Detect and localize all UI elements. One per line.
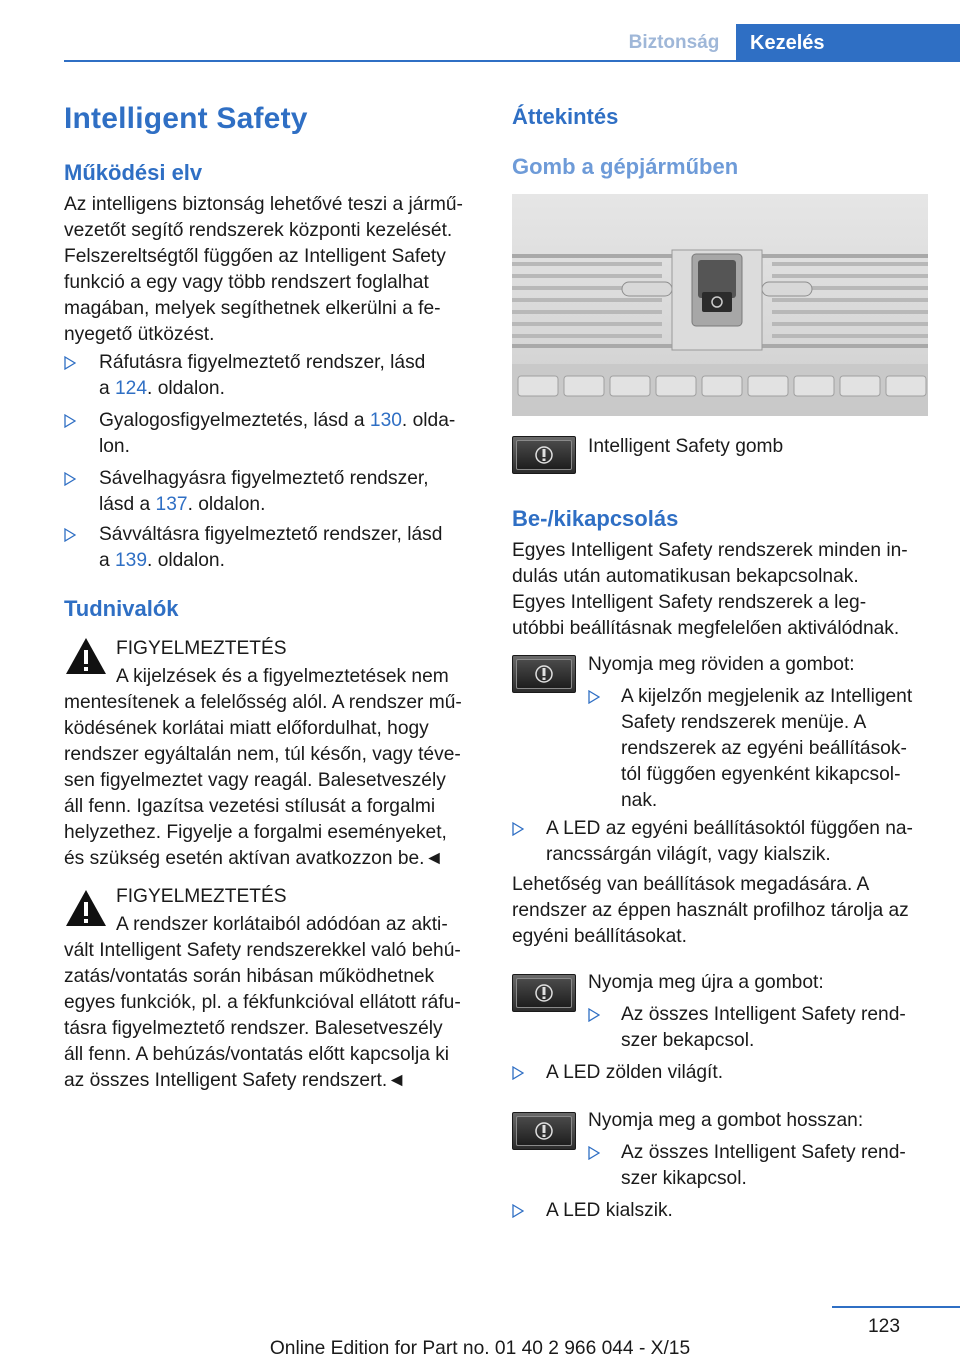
bullet-text: szer bekapcsol. — [621, 1030, 755, 1051]
text-line: áll fenn. A behúzás/vontatás előtt kapcsolja ki — [64, 1044, 450, 1065]
step-instruction: Nyomja meg röviden a gombot: — [588, 654, 855, 675]
list-item — [512, 1198, 928, 1224]
intelligent-safety-button-icon — [512, 655, 576, 693]
triangle-bullet-icon — [64, 528, 76, 542]
triangle-bullet-icon — [512, 1204, 524, 1218]
bullet-text: Gyalogosfigyelmeztetés, lásd a — [99, 410, 370, 431]
intro-paragraph — [512, 538, 928, 642]
bullet-text: A LED zölden világít. — [546, 1062, 724, 1083]
triangle-bullet-icon — [512, 822, 524, 836]
warning-paragraph — [64, 690, 476, 872]
page-link[interactable]: 124 — [115, 378, 148, 399]
text-line: helyzethez. Figyelje a forgalmi eseményeket, — [64, 822, 447, 843]
text-line: vezetőt segítő rendszerek központi kezelését. — [64, 220, 453, 241]
button-caption: Intelligent Safety gomb — [588, 436, 784, 457]
warning-icon — [64, 888, 108, 928]
dashboard-button-illustration — [512, 194, 928, 416]
text-line: rendszer egyáltalán nem, túl későn, vagy téve- — [64, 744, 461, 765]
intro-paragraph — [64, 192, 476, 348]
bullet-text: Ráfutásra figyelmeztető rendszer, lásd — [99, 352, 426, 373]
text-line: Egyes Intelligent Safety rendszerek a leg- — [512, 592, 867, 613]
bullet-text: nak. — [621, 790, 658, 811]
list-item — [64, 408, 476, 460]
bullet-text: Az összes Intelligent Safety rend- — [621, 1142, 906, 1163]
page-title: Intelligent Safety — [64, 102, 308, 135]
text-line: Egyes Intelligent Safety rendszerek minden in- — [512, 540, 908, 561]
triangle-bullet-icon — [588, 1146, 600, 1160]
text-line: Lehetőség van beállítások megadására. A — [512, 874, 870, 895]
header-rule — [64, 60, 960, 62]
bullet-text: a — [99, 378, 116, 399]
text-line: nyegető ütközést. — [64, 324, 215, 345]
text-line: egyes funkciók, pl. a fékfunkcióval ellátott ráfu- — [64, 992, 461, 1013]
page-number: 123 — [867, 1316, 900, 1337]
list-item — [64, 466, 476, 518]
step-instruction: Nyomja meg a gombot hosszan: — [588, 1110, 864, 1131]
bullet-text: . oldalon. — [147, 378, 225, 399]
step-instruction: Nyomja meg újra a gombot: — [588, 972, 824, 993]
list-item — [512, 816, 928, 868]
triangle-bullet-icon — [512, 1066, 524, 1080]
triangle-bullet-icon — [64, 356, 76, 370]
bullet-text: a — [99, 550, 116, 571]
bullet-text: lon. — [99, 436, 130, 457]
bullet-text: Sávelhagyásra figyelmeztető rendszer, — [99, 468, 429, 489]
bullet-text: . oldalon. — [187, 494, 266, 515]
triangle-bullet-icon — [588, 690, 600, 704]
list-item — [64, 522, 476, 574]
text-line: sen figyelmeztet vagy reagál. Balesetveszély — [64, 770, 446, 791]
triangle-bullet-icon — [64, 414, 76, 428]
page-link[interactable]: 130 — [369, 410, 402, 431]
text-line: zatás/vontatás során hibásan működhetnek — [64, 966, 435, 987]
text-line: Az intelligens biztonság lehetővé teszi a jármű- — [64, 194, 463, 215]
intelligent-safety-button-icon — [512, 436, 576, 474]
text-line: rendszer az éppen használt profilhoz tárolja az — [512, 900, 909, 921]
bullet-text: A LED az egyéni beállításoktól függően na- — [546, 818, 913, 839]
text-line: és szükség esetén aktívan avatkozzon be.◄ — [64, 848, 444, 869]
list-item — [512, 1060, 928, 1086]
page-link[interactable]: 137 — [155, 494, 188, 515]
bullet-text: tól függően egyenként kikapcsol- — [621, 764, 901, 785]
text-line: az összes Intelligent Safety rendszert.◄ — [64, 1070, 407, 1091]
section-heading-be-kikapcsolas: Be-/kikapcsolás — [512, 506, 679, 531]
section-heading-tudnivalok: Tudnivalók — [64, 596, 179, 621]
page-link[interactable]: 139 — [115, 550, 148, 571]
bullet-text: Sávváltásra figyelmeztető rendszer, lásd — [99, 524, 443, 545]
text-line: egyéni beállításokat. — [512, 926, 687, 947]
bullet-text: lásd a — [99, 494, 156, 515]
text-line: áll fenn. Igazítsa vezetési stílusát a forgalmi — [64, 796, 436, 817]
bullet-text: . oldalon. — [147, 550, 225, 571]
triangle-bullet-icon — [64, 472, 76, 486]
bullet-text: rendszerek az egyéni beállítások- — [621, 738, 907, 759]
list-item — [588, 1002, 928, 1054]
text-line: A rendszer korlátaiból adódóan az akti- — [116, 914, 448, 935]
bullet-text: Az összes Intelligent Safety rend- — [621, 1004, 906, 1025]
triangle-bullet-icon — [588, 1008, 600, 1022]
text-line: Felszereltségtől függően az Intelligent Safety — [64, 246, 446, 267]
subheading-gomb: Gomb a gépjárműben — [512, 154, 739, 179]
bullet-text: szer kikapcsol. — [621, 1168, 747, 1189]
list-item — [588, 684, 928, 814]
text-line: funkció a egy vagy több rendszert foglalhat — [64, 272, 429, 293]
bullet-text: Safety rendszerek menüje. A — [621, 712, 867, 733]
bullet-text: . olda- — [401, 410, 456, 431]
warning-label: FIGYELMEZTETÉS — [116, 638, 287, 659]
text-line: vált Intelligent Safety rendszerekkel való behú- — [64, 940, 461, 961]
tab-biztonsag[interactable]: Biztonság — [628, 32, 720, 53]
footer-edition: Online Edition for Part no. 01 40 2 966 044 - X/15 — [269, 1338, 691, 1359]
warning-paragraph — [64, 938, 476, 1094]
footer-rule — [832, 1306, 960, 1308]
intelligent-safety-button-icon — [512, 974, 576, 1012]
text-line: A kijelzések és a figyelmeztetések nem — [116, 666, 449, 687]
text-line: mentesítenek a felelősség alól. A rendszer mű- — [64, 692, 462, 713]
text-line: tásra figyelmeztető rendszer. Balesetveszély — [64, 1018, 443, 1039]
text-line: dulás után automatikusan bekapcsolnak. — [512, 566, 859, 587]
text-line: ködésének korlátai miatt előfordulhat, hogy — [64, 718, 429, 739]
intelligent-safety-button-icon — [512, 1112, 576, 1150]
settings-paragraph — [512, 872, 928, 950]
dashboard-photo — [512, 194, 928, 416]
list-item — [588, 1140, 928, 1192]
warning-label: FIGYELMEZTETÉS — [116, 886, 287, 907]
section-heading-mukodesi-elv: Működési elv — [64, 160, 203, 185]
text-line: magában, melyek segíthetnek elkerülni a fe- — [64, 298, 441, 319]
warning-icon — [64, 636, 108, 676]
bullet-text: rancssárgán világít, vagy kialszik. — [546, 844, 831, 865]
bullet-text: A LED kialszik. — [546, 1200, 673, 1221]
section-heading-attekintes: Áttekintés — [512, 104, 619, 129]
list-item — [64, 350, 476, 402]
tab-kezeles[interactable]: Kezelés — [736, 24, 960, 62]
text-line: utóbbi beállításnak megfelelően aktiválódnak. — [512, 618, 900, 639]
bullet-text: A kijelzőn megjelenik az Intelligent — [621, 686, 913, 707]
